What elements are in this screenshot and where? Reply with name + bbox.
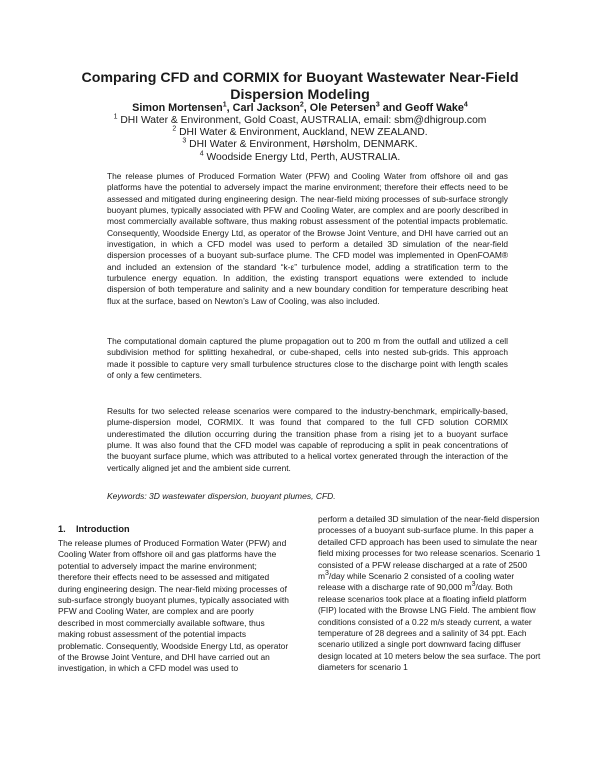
author-name: Simon Mortensen <box>132 102 223 114</box>
author-affil-mark: 1 <box>222 101 227 109</box>
intro-paragraph-right <box>318 514 542 674</box>
unit-exponent: 3 <box>324 570 329 578</box>
author-separator: , <box>226 102 233 114</box>
author-affil-mark: 2 <box>299 101 304 109</box>
author-name: Geoff Wake <box>404 102 464 114</box>
author-affil-mark: 3 <box>375 101 380 109</box>
affiliation-line <box>60 127 540 139</box>
affiliation-text: DHI Water & Environment, Gold Coast, AUSTRALIA, email: sbm@dhigroup.com <box>117 115 487 126</box>
section-title: Introduction <box>76 524 130 534</box>
affiliation-mark: 2 <box>172 125 177 133</box>
affiliation-line <box>60 152 540 164</box>
author-separator: and <box>379 102 405 114</box>
abstract-block-1 <box>107 171 508 307</box>
title-line-1: Comparing CFD and CORMIX for Buoyant Wastewater Near-Field <box>81 70 519 86</box>
section-heading <box>58 523 290 535</box>
author-name: Ole Petersen <box>309 102 376 114</box>
intro-text-part-a: perform a detailed 3D simulation of the near-field dispersion processes of a buoyant sub-surface plume. In this paper a detailed CFD approach has been used to simulate the near field mixing processes for two release scenarios. Scenario 1 consisted of a PFW release discharged at a rate of 2500 m <box>318 514 541 582</box>
left-column <box>58 523 290 675</box>
intro-paragraph-left: The release plumes of Produced Formation Water (PFW) and Cooling Water from offshore oil and gas platforms have the potential to adversely impact the marine environment; therefore their effects need to be assessed and mitigated during engineering design. The near-field mixing processes of sub-surface strongly buoyant plumes, typically associated with PFW and Cooling Water, are complex and are poorly described in most commercially available software, thus making robust assessment of the potential impacts problematic. Consequently, Woodside Energy Ltd, as operator of the Browse Joint Venture, and DHI have carried out an investigation, in which a CFD model was used to <box>58 538 289 674</box>
author-name: Carl Jackson <box>232 102 300 114</box>
unit-exponent: 3 <box>471 581 476 589</box>
abstract-paragraph-3: Results for two selected release scenarios were compared to the industry-benchmark, empirically-based, plume-dispersion model, CORMIX. It was found that compared to the full CFD solution CORMIX underestimated the dilution occurring during the transition phase from a rising jet to a buoyant surface plume. It was also found that the CFD model was capable of reproducing a split in peak concentrations of the buoyant surface plume, which was attributed to a helical vortex generated through the interaction of the vertically aligned jet and the ambient side current. <box>107 406 508 473</box>
abstract-paragraph-2: The computational domain captured the plume propagation out to 200 m from the outfall and utilized a cell subdivision method for splitting hexahedral, or cube-shaped, cells into nested sub-grids. This approach made it possible to capture very small turbulence structures close to the discharge point with length scales of only a few centimeters. <box>107 336 508 381</box>
abstract-block-3 <box>107 406 508 474</box>
keywords: Keywords: 3D wastewater dispersion, buoyant plumes, CFD. <box>107 491 336 501</box>
title-line-2: Dispersion Modeling <box>230 86 370 103</box>
intro-text-part-c: /day. Both release scenarios took place at a floating infield platform (FIP) located with the Browse LNG Field. The ambient flow conditions consisted of a 0.22 m/s steady current, a water temperature of 28 degrees and a salinity of 34 ppt. Each scenario utilized a single port downward facing diffuser design located at 10 meters below the sea surface. The port diameters for scenario 1 <box>318 582 541 673</box>
author-affil-mark: 4 <box>463 101 468 109</box>
right-column <box>318 514 542 674</box>
abstract-paragraph-1: The release plumes of Produced Formation Water (PFW) and Cooling Water from offshore oil and gas platforms have the potential to adversely impact the marine environment; therefore their effects need to be assessed and mitigated during engineering design. The near-field mixing processes of sub-surface strongly buoyant plumes, typically associated with PFW and Cooling Water, are complex and are poorly described in most commercially available software, thus making robust assessment of the potential impacts problematic. Consequently, Woodside Energy Ltd, as operator of the Browse Joint Venture, and DHI have carried out an investigation, in which a CFD model was used to perform a detailed 3D simulation of the near-field dispersion processes of a buoyant sub-surface plume. The CFD model was implemented in OpenFOAM® and included an extension of the standard “k-ε” turbulence model, adding a stratification term to the turbulence energy equation. In addition, the existing transport equations were extended to include dispersion of both temperature and salinity and a new boundary condition for temperature describing heat flux at the surface, based on Newton’s Law of Cooling, was also included. <box>107 171 508 306</box>
affiliation-text: Woodside Energy Ltd, Perth, AUSTRALIA. <box>203 151 401 163</box>
author-list <box>40 102 560 115</box>
affiliation-text: DHI Water & Environment, Hørsholm, DENMARK. <box>186 139 418 151</box>
author-separator: , <box>303 102 310 114</box>
affiliation-mark: 4 <box>199 150 204 158</box>
affiliation-mark: 3 <box>182 137 187 145</box>
affiliation-mark: 1 <box>113 113 118 121</box>
affiliation-line <box>60 139 540 151</box>
affiliation-text: DHI Water & Environment, Auckland, NEW ZEALAND. <box>176 127 428 139</box>
paper-title <box>60 70 540 103</box>
section-number: 1. <box>58 524 66 534</box>
abstract-block-2 <box>107 336 508 381</box>
intro-text-part-b: /day while Scenario 2 consisted of a cooling water release with a discharge rate of 90,000 m <box>318 571 515 593</box>
affiliation-list <box>60 115 540 164</box>
affiliation-line <box>60 115 540 127</box>
